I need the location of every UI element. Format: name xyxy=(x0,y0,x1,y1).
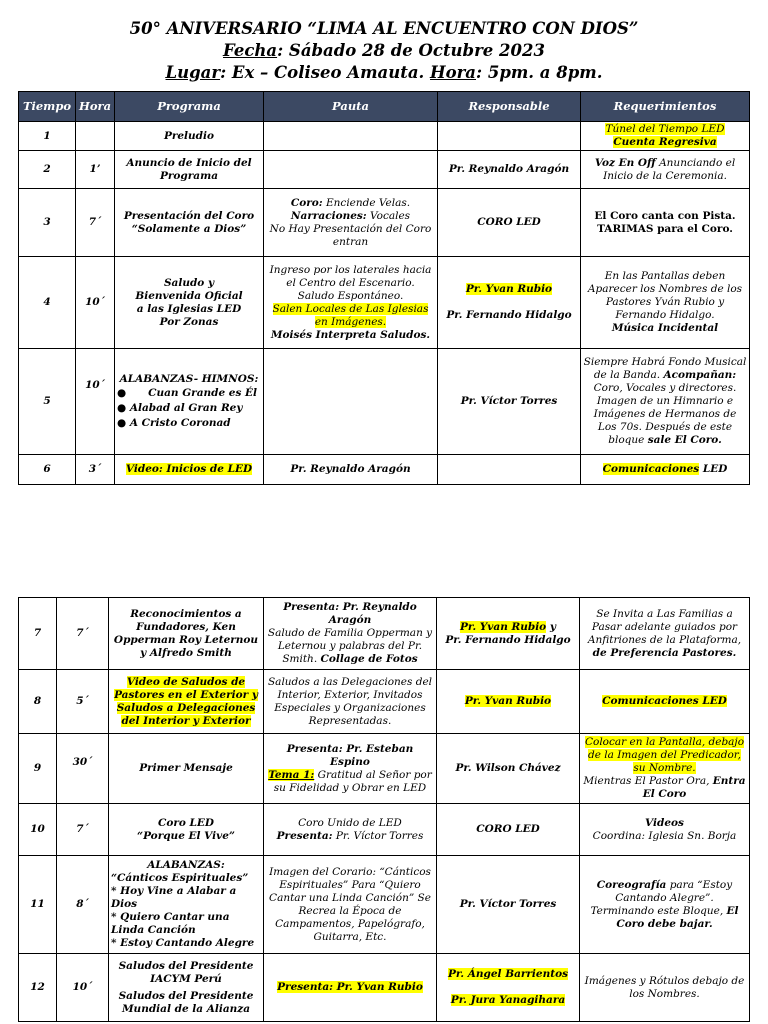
pauta-presenta: Presenta: Pr. Esteban Espino xyxy=(286,742,414,768)
table-row xyxy=(19,670,750,734)
req-text: Siempre Habrá Fondo Musical de la Banda. xyxy=(583,356,747,381)
cell-programa xyxy=(115,189,264,257)
cell-pauta xyxy=(264,122,438,151)
responsable-highlight: Pr. Yvan Rubio xyxy=(464,695,552,707)
program-table-2 xyxy=(18,597,750,1022)
pauta-highlight: Presenta: Pr. Yvan Rubio xyxy=(277,981,423,993)
cell-programa xyxy=(109,804,264,856)
responsable-highlight: Pr. Yvan Rubio xyxy=(460,620,547,633)
responsable-text: y xyxy=(546,620,556,633)
cell-requerimientos xyxy=(581,455,750,485)
req-text: En las Pantallas deben Aparecer los Nombres de los Pastores Yván Rubio y Fernando Hidalgo. xyxy=(587,270,743,321)
cell-responsable xyxy=(437,598,580,670)
responsable-highlight: Pr. Yvan Rubio xyxy=(465,283,553,295)
cell-pauta: Imagen del Corario: “Cánticos Espirituales” Para “Quiero Cantar una Linda Canción” Se Recrea la Época de Campamentos, Papelógrafo, Guitarra, Etc. xyxy=(264,856,437,954)
date-label: Fecha xyxy=(223,41,278,60)
pauta-text: Vocales xyxy=(366,209,411,222)
cell-pauta xyxy=(264,734,437,804)
bullet-icon: ● xyxy=(117,401,127,414)
place-label: Lugar xyxy=(165,63,221,82)
table-row xyxy=(19,734,750,804)
col-header-tiempo: Tiempo xyxy=(19,92,76,122)
cell-pauta: Saludos a las Delegaciones del Interior, Exterior, Invitados Especiales y Organizaciones Representadas. xyxy=(264,670,437,734)
himno-item: Cuan Grande es Él xyxy=(148,386,258,399)
cell-programa: Preludio xyxy=(115,122,264,151)
req-bold: Acompañan: xyxy=(663,369,737,381)
cell-tiempo: 6 xyxy=(19,455,76,485)
col-header-responsable: Responsable xyxy=(438,92,581,122)
req-bold: Coreografía xyxy=(596,878,667,891)
alabanza-item: * Estoy Cantando Alegre xyxy=(111,937,255,949)
cell-programa xyxy=(109,954,264,1022)
cell-responsable: Pr. Wilson Chávez xyxy=(437,734,580,804)
table-row xyxy=(19,257,750,349)
programa-line: Bienvenida Oficial xyxy=(135,289,243,302)
col-header-programa: Programa xyxy=(115,92,264,122)
programa-line: “Porque El Vive” xyxy=(137,829,235,842)
bullet-icon: ● xyxy=(117,416,127,429)
pauta-text: No Hay Presentación del Coro entran xyxy=(269,222,432,248)
cell-tiempo: 3 xyxy=(19,189,76,257)
place-value: : Ex – Coliseo Amauta. xyxy=(220,63,431,82)
req-text: Anunciando el Inicio de la Ceremonia. xyxy=(603,156,736,182)
alabanza-item: * Hoy Vine a Alabar a Dios xyxy=(111,885,237,910)
cell-tiempo: 2 xyxy=(19,151,76,189)
cell-hora: 7´ xyxy=(76,189,115,257)
cell-requerimientos xyxy=(580,856,750,954)
pauta-tema: Tema 1: xyxy=(268,768,315,781)
cell-pauta xyxy=(264,954,437,1022)
table-row xyxy=(19,151,750,189)
cell-programa xyxy=(109,856,264,954)
table-row xyxy=(19,189,750,257)
req-bold: Videos xyxy=(645,816,684,829)
cell-requerimientos xyxy=(581,151,750,189)
responsable-name: Pr. Fernando Hidalgo xyxy=(445,633,571,646)
cell-programa: Anuncio de Inicio del Programa xyxy=(115,151,264,189)
document-title: 50° ANIVERSARIO “LIMA AL ENCUENTRO CON DIOS” xyxy=(129,19,639,38)
cell-tiempo: 12 xyxy=(19,954,57,1022)
cell-responsable: CORO LED xyxy=(437,804,580,856)
programa-highlight: Video de Saludos de Pastores en el Exterior y Saludos a Delegaciones del Interior y Exterior xyxy=(114,675,258,727)
cell-tiempo: 11 xyxy=(19,856,57,954)
req-text: para “Estoy Cantando Alegre”. Terminando este Bloque, xyxy=(590,878,733,917)
pauta-label: Presenta: xyxy=(276,829,333,842)
req-bold: Entra El Coro xyxy=(642,775,746,800)
pauta-text: Enciende Velas. xyxy=(322,196,411,209)
col-header-requerimientos: Requerimientos xyxy=(581,92,750,122)
cell-responsable xyxy=(438,122,581,151)
cell-hora: 3´ xyxy=(76,455,115,485)
req-bold: Voz En Off xyxy=(594,156,656,169)
cell-hora: 1’ xyxy=(76,151,115,189)
cell-hora: 8´ xyxy=(57,856,109,954)
time-value: : 5pm. a 8pm. xyxy=(476,63,603,82)
cell-programa xyxy=(115,349,264,455)
pauta-text: Gratitud al Señor por su Fidelidad y Obrar en LED xyxy=(273,768,432,794)
cell-hora xyxy=(76,122,115,151)
req-bold: de Preferencia Pastores. xyxy=(592,646,737,659)
cell-hora: 10´ xyxy=(76,349,115,455)
pauta-label: Coro: xyxy=(290,196,323,209)
cell-pauta xyxy=(264,257,438,349)
req-highlight: Colocar en la Pantalla, debajo de la Imagen del Predicador, su Nombre. xyxy=(584,736,745,774)
cell-tiempo: 7 xyxy=(19,598,57,670)
req-highlight: Comunicaciones xyxy=(602,463,700,475)
pauta-text: Coro Unido de LED xyxy=(298,816,402,829)
alabanza-item: * Quiero Cantar una Linda Canción xyxy=(111,911,230,936)
table-header-row xyxy=(19,92,750,122)
program-table-1 xyxy=(18,91,750,485)
cell-responsable: CORO LED xyxy=(438,189,581,257)
programa-line: Saludos del Presidente IACYM Perú xyxy=(118,959,254,985)
table-row xyxy=(19,598,750,670)
pauta-text: Saludo de Familia Opperman y Leternou y palabras del Pr. Smith. xyxy=(267,627,433,665)
date-line xyxy=(0,40,768,62)
cell-programa xyxy=(115,455,264,485)
cell-tiempo: 10 xyxy=(19,804,57,856)
cell-requerimientos xyxy=(580,598,750,670)
cell-hora: 30´ xyxy=(57,734,109,804)
req-bold: Música Incidental xyxy=(611,322,719,334)
alabanza-item: “Cánticos Espirituales” xyxy=(111,872,249,884)
programa-line: Saludo y xyxy=(163,276,215,289)
cell-pauta xyxy=(264,804,437,856)
cell-requerimientos xyxy=(580,670,750,734)
req-line: El Coro canta con Pista. xyxy=(594,209,736,222)
programa-line: a las Iglesias LED xyxy=(136,302,242,315)
table-row xyxy=(19,804,750,856)
cell-tiempo: 9 xyxy=(19,734,57,804)
cell-requerimientos xyxy=(581,122,750,151)
cell-requerimientos xyxy=(580,804,750,856)
cell-requerimientos xyxy=(581,349,750,455)
programa-line: Saludos del Presidente Mundial de la Alianza xyxy=(118,989,254,1015)
cell-hora: 10´ xyxy=(76,257,115,349)
cell-pauta xyxy=(264,598,437,670)
cell-requerimientos xyxy=(581,189,750,257)
table-row xyxy=(19,122,750,151)
req-text: Coordina: Iglesia Sn. Borja xyxy=(592,829,737,842)
table-row xyxy=(19,455,750,485)
cell-requerimientos xyxy=(580,734,750,804)
himno-item: Alabad al Gran Rey xyxy=(129,401,243,414)
cell-responsable: Pr. Víctor Torres xyxy=(437,856,580,954)
col-header-hora: Hora xyxy=(76,92,115,122)
programa-highlight: Video: Inicios de LED xyxy=(125,463,253,475)
cell-pauta xyxy=(264,349,438,455)
col-header-pauta: Pauta xyxy=(264,92,438,122)
programa-line: Coro LED xyxy=(157,816,215,829)
req-highlight: Túnel del Tiempo LED xyxy=(605,123,725,135)
req-text: Mientras El Pastor Ora, xyxy=(583,775,713,787)
req-bold: sale El Coro. xyxy=(647,434,722,446)
programa-line: Presentación del Coro xyxy=(123,209,255,222)
cell-tiempo: 1 xyxy=(19,122,76,151)
responsable-highlight: Pr. Jura Yanagihara xyxy=(450,994,566,1006)
req-highlight: Cuenta Regresiva xyxy=(613,136,717,148)
time-label: Hora xyxy=(430,63,476,82)
pauta-highlight: Salen Locales de Las Iglesias en Imágenes. xyxy=(272,302,429,328)
cell-responsable: Pr. Reynaldo Aragón xyxy=(438,151,581,189)
programa-title: ALABANZAS- HIMNOS: xyxy=(119,372,259,385)
pauta-text: Pr. Víctor Torres xyxy=(332,829,424,842)
cell-responsable xyxy=(437,670,580,734)
responsable-highlight: Pr. Ángel Barrientos xyxy=(447,968,569,980)
cell-requerimientos xyxy=(581,257,750,349)
cell-hora: 7´ xyxy=(57,598,109,670)
cell-tiempo: 5 xyxy=(19,349,76,455)
table-row xyxy=(19,349,750,455)
req-text: LED xyxy=(699,463,728,475)
cell-responsable xyxy=(438,455,581,485)
cell-responsable: Pr. Víctor Torres xyxy=(438,349,581,455)
cell-pauta: Pr. Reynaldo Aragón xyxy=(264,455,438,485)
cell-requerimientos: Imágenes y Rótulos debajo de los Nombres. xyxy=(580,954,750,1022)
cell-hora: 5´ xyxy=(57,670,109,734)
bullet-icon: ● xyxy=(117,386,127,399)
cell-responsable xyxy=(437,954,580,1022)
req-text: Coro, Vocales y directores. Imagen de un Himnario e Imágenes de Hermanos de Los 70s. Después de este bloque xyxy=(593,382,737,446)
req-text: Se Invita a Las Familias a Pasar adelante guiados por Anfitriones de la Plataforma, xyxy=(587,607,742,646)
programa-title: ALABANZAS: xyxy=(147,859,225,871)
pauta-text: Saludo Espontáneo. xyxy=(297,289,404,302)
cell-programa xyxy=(115,257,264,349)
cell-programa xyxy=(109,670,264,734)
himno-item: A Cristo Coronad xyxy=(129,416,231,429)
req-highlight: Comunicaciones LED xyxy=(602,695,727,707)
responsable-name: Pr. Fernando Hidalgo xyxy=(446,309,572,321)
req-bold: El Coro debe bajar. xyxy=(616,904,739,930)
cell-responsable xyxy=(438,257,581,349)
place-line xyxy=(0,62,768,84)
cell-programa: Primer Mensaje xyxy=(109,734,264,804)
pauta-text: Ingreso por los laterales hacia el Centro del Escenario. xyxy=(269,263,432,289)
cell-programa: Reconocimientos a Fundadores, Ken Opperman Roy Leternou y Alfredo Smith xyxy=(109,598,264,670)
pauta-bold: Collage de Fotos xyxy=(320,653,418,665)
cell-pauta xyxy=(264,151,438,189)
table-row xyxy=(19,856,750,954)
pauta-label: Narraciones: xyxy=(290,209,367,222)
programa-line: “Solamente a Dios” xyxy=(131,222,247,235)
pauta-text: Moisés Interpreta Saludos. xyxy=(270,328,431,341)
req-line: TARIMAS para el Coro. xyxy=(597,222,733,235)
cell-hora: 7´ xyxy=(57,804,109,856)
date-value: : Sábado 28 de Octubre 2023 xyxy=(277,41,545,60)
table-row xyxy=(19,954,750,1022)
programa-line: Por Zonas xyxy=(159,315,219,328)
cell-pauta xyxy=(264,189,438,257)
cell-hora: 10´ xyxy=(57,954,109,1022)
cell-tiempo: 8 xyxy=(19,670,57,734)
cell-tiempo: 4 xyxy=(19,257,76,349)
pauta-presenta: Presenta: Pr. Reynaldo Aragón xyxy=(283,601,417,626)
